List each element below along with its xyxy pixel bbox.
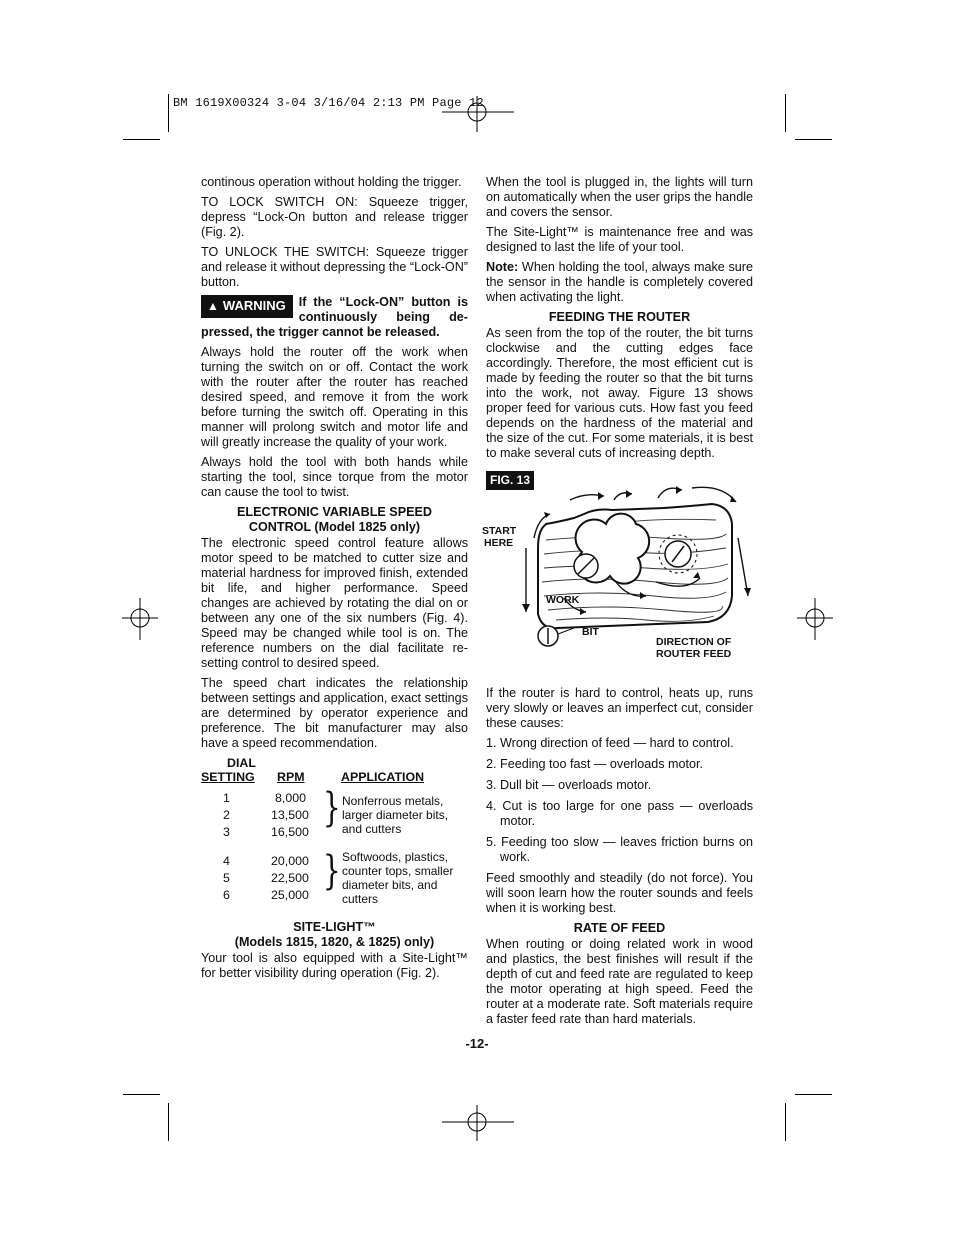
table-cell-setting: 1 bbox=[223, 791, 230, 805]
heading-line: CONTROL (Model 1825 only) bbox=[248, 520, 421, 534]
crop-mark bbox=[795, 139, 832, 140]
application-line: diameter bits, and bbox=[342, 878, 438, 892]
heading-line: ELECTRONIC VARIABLE SPEED bbox=[237, 505, 432, 519]
crop-mark bbox=[168, 94, 169, 132]
table-cell-rpm: 22,500 bbox=[271, 871, 309, 885]
section-heading bbox=[201, 505, 468, 535]
page-number: -12- bbox=[465, 1036, 489, 1051]
brace-icon: } bbox=[322, 848, 341, 894]
paragraph: TO UNLOCK THE SWITCH: Squeeze trigger and release it without depressing the “Lock-ON” button. bbox=[201, 245, 468, 289]
table-cell-application bbox=[342, 850, 453, 906]
figure-label-bit: BIT bbox=[582, 626, 599, 638]
table-cell-setting: 3 bbox=[223, 825, 230, 839]
paragraph: Always hold the tool with both hands while starting the tool, since torque from the motor can cause the tool to twist. bbox=[201, 455, 468, 499]
crop-mark bbox=[123, 1094, 160, 1095]
warning-label: WARNING bbox=[222, 298, 286, 313]
brace-icon: } bbox=[322, 785, 341, 831]
left-column bbox=[201, 175, 468, 986]
crop-mark bbox=[795, 1094, 832, 1095]
registration-target-icon bbox=[440, 1104, 516, 1142]
table-cell-setting: 2 bbox=[223, 808, 230, 822]
paragraph: As seen from the top of the router, the bit turns clockwise and the cutting edges face accordingly. Therefore, the most efficient cut is made by feeding the router so that the bit turns into the work, not away. Figure 13 shows proper feed for various cuts. How fast you feed depends on the hardness of the material and the size of the cut. For some materials, it is best to make several cuts of increasing depth. bbox=[486, 326, 753, 460]
application-line: larger diameter bits, bbox=[342, 808, 449, 822]
crop-mark bbox=[168, 1103, 169, 1141]
list-item: 5. Feeding too slow — leaves friction burns on work. bbox=[486, 835, 753, 864]
paragraph: If the router is hard to control, heats up, runs very slowly or leaves an imperfect cut, consider these causes: bbox=[486, 686, 753, 730]
crop-mark bbox=[785, 94, 786, 132]
warning-notice bbox=[201, 295, 468, 340]
crop-mark bbox=[123, 139, 160, 140]
warning-triangle-icon: ▲ bbox=[207, 299, 219, 313]
table-cell-rpm: 8,000 bbox=[275, 791, 307, 805]
warning-text: If the “Lock-ON” button is continuously being de-pressed, the trigger cannot be released. bbox=[201, 295, 468, 339]
figure-label-start bbox=[482, 525, 516, 549]
column-header-setting: SETTING bbox=[201, 770, 255, 784]
figure-label: FIG. 13 bbox=[486, 471, 534, 490]
application-line: Nonferrous metals, bbox=[342, 794, 444, 808]
column-header-application: APPLICATION bbox=[341, 770, 425, 784]
paragraph: continous operation without holding the trigger. bbox=[201, 175, 462, 189]
figure-label-direction bbox=[656, 636, 731, 660]
application-line: Softwoods, plastics, bbox=[342, 850, 449, 864]
column-header-dial: DIAL bbox=[227, 756, 256, 770]
warning-badge bbox=[201, 295, 293, 318]
section-heading: FEEDING THE ROUTER bbox=[548, 310, 691, 324]
heading-line: SITE-LIGHT™ bbox=[293, 920, 376, 934]
note-paragraph bbox=[486, 260, 753, 305]
application-line: cutters bbox=[342, 892, 379, 906]
list-item: 3. Dull bit — overloads motor. bbox=[486, 778, 652, 792]
print-slug: BM 1619X00324 3-04 3/16/04 2:13 PM Page 12 bbox=[173, 96, 484, 110]
registration-target-icon bbox=[795, 596, 835, 642]
table-cell-application bbox=[342, 794, 448, 836]
table-cell-rpm: 16,500 bbox=[271, 825, 309, 839]
right-column bbox=[482, 175, 753, 1032]
application-line: counter tops, smaller bbox=[342, 864, 454, 878]
paragraph: Your tool is also equipped with a Site-Light™ for better visibility during operation (Fig. 2). bbox=[201, 951, 468, 980]
crop-mark bbox=[785, 1103, 786, 1141]
note-label: Note: bbox=[486, 260, 519, 274]
figure-text-line: START bbox=[482, 525, 517, 537]
application-line: and cutters bbox=[342, 822, 402, 836]
table-cell-setting: 5 bbox=[223, 871, 230, 885]
table-cell-rpm: 20,000 bbox=[271, 854, 309, 868]
note-text: When holding the tool, always make sure the sensor in the handle is completely covered when activating the light. bbox=[486, 260, 753, 304]
column-header-rpm: RPM bbox=[277, 770, 305, 784]
section-heading: RATE OF FEED bbox=[573, 921, 666, 935]
paragraph: Always hold the router off the work when turning the switch on or off. Contact the work with the router after the router has reached desired speed, and remove it from the work before turning the switch off. Operating in this manner will prolong switch and motor life and will greatly increase the quality of your work. bbox=[201, 345, 468, 449]
paragraph: Feed smoothly and steadily (do not force). You will soon learn how the router sounds and feels when it is working best. bbox=[486, 871, 753, 915]
paragraph: The electronic speed control feature allows motor speed to be matched to cutter size and material hardness for improved finish, extended bit life, and higher performance. Speed changes are achieved by rotating the dial on or between any one of the six numbers (Fig. 4). Speed may be changed while tool is on. The reference numbers on the dial facilitate re-setting control to desired speed. bbox=[201, 536, 468, 670]
paragraph: The speed chart indicates the relationship between settings and application, exact settings are determined by operator experience and preference. The bit manufacturer may also have a speed recommendation. bbox=[201, 676, 468, 750]
cause-list bbox=[486, 736, 753, 865]
list-item: 4. Cut is too large for one pass — overloads motor. bbox=[486, 799, 753, 828]
figure-text-line: HERE bbox=[484, 537, 514, 549]
paragraph: TO LOCK SWITCH ON: Squeeze trigger, depress “Lock-On button and release trigger (Fig. 2). bbox=[201, 195, 468, 239]
heading-line: (Models 1815, 1820, & 1825) only) bbox=[234, 935, 435, 949]
speed-chart-table bbox=[201, 756, 468, 914]
registration-target-icon bbox=[120, 596, 160, 642]
list-item: 1. Wrong direction of feed — hard to control. bbox=[486, 736, 734, 750]
list-item: 2. Feeding too fast — overloads motor. bbox=[486, 757, 704, 771]
table-cell-rpm: 13,500 bbox=[271, 808, 309, 822]
paragraph: When routing or doing related work in wood and plastics, the best finishes will result if the depth of cut and feed rate are regulated to keep the motor operating at high speed. Feed the router at a moderate rate. Soft materials require a faster feed rate than hard materials. bbox=[486, 937, 753, 1026]
figure-text-line: ROUTER FEED bbox=[656, 648, 732, 660]
figure-label-work: WORK bbox=[546, 594, 580, 606]
paragraph: The Site-Light™ is maintenance free and was designed to last the life of your tool. bbox=[486, 225, 753, 254]
figure-text-line: DIRECTION OF bbox=[656, 636, 732, 648]
section-heading bbox=[201, 920, 468, 950]
table-cell-rpm: 25,000 bbox=[271, 888, 309, 902]
table-cell-setting: 6 bbox=[223, 888, 230, 902]
paragraph: When the tool is plugged in, the lights will turn on automatically when the user grips the handle and covers the sensor. bbox=[486, 175, 753, 219]
router-feed-figure bbox=[482, 478, 753, 688]
table-cell-setting: 4 bbox=[223, 854, 230, 868]
